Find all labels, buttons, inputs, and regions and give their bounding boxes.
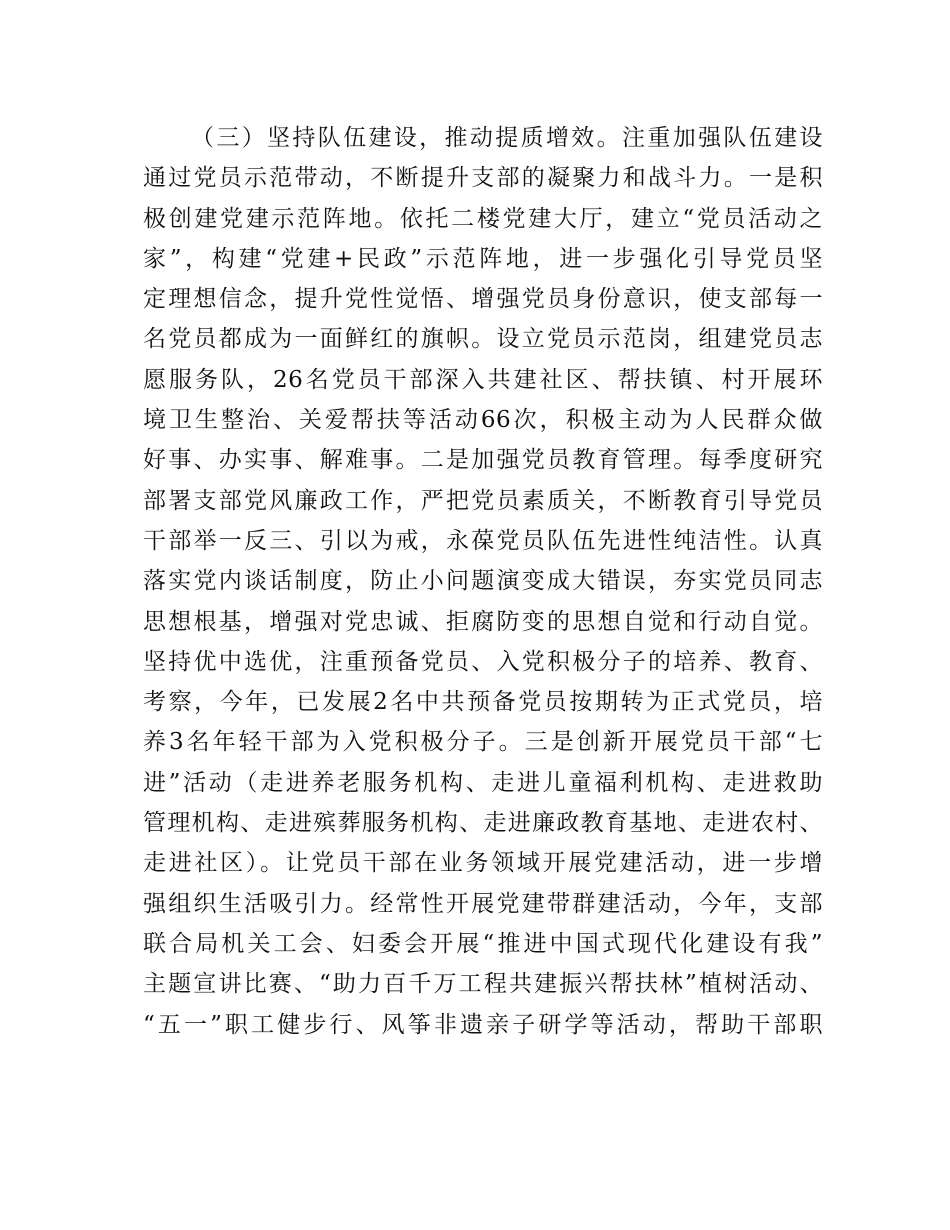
paragraph-line: 落实党内谈话制度，防止小问题演变成大错误，夯实党员同志 — [143, 568, 823, 595]
paragraph-line: 极创建党建示范阵地。依托二楼党建大厅，建立“党员活动之 — [143, 205, 823, 232]
paragraph-line: 思想根基，增强对党忠诚、拒腐防变的思想自觉和行动自觉。 — [143, 608, 823, 635]
paragraph-line: 考察，今年，已发展2名中共预备党员按期转为正式党员，培 — [143, 689, 823, 716]
paragraph-line: （三）坚持队伍建设，推动提质增效。注重加强队伍建设 — [191, 125, 823, 151]
paragraph-line: 坚持优中选优，注重预备党员、入党积极分子的培养、教育、 — [143, 648, 823, 675]
paragraph-line: 强组织生活吸引力。经常性开展党建带群建活动，今年，支部 — [143, 890, 823, 917]
paragraph-line: 联合局机关工会、妇委会开展“推进中国式现代化建设有我” — [143, 930, 823, 957]
paragraph-line: 通过党员示范带动，不断提升支部的凝聚力和战斗力。一是积 — [143, 165, 823, 192]
paragraph-line: 愿服务队，26名党员干部深入共建社区、帮扶镇、村开展环 — [143, 366, 823, 393]
paragraph-line: “五一”职工健步行、风筝非遗亲子研学等活动，帮助干部职 — [143, 1011, 823, 1038]
paragraph-line: 进”活动（走进养老服务机构、走进儿童福利机构、走进救助 — [143, 769, 823, 796]
paragraph-line: 定理想信念，提升党性觉悟、增强党员身份意识，使支部每一 — [143, 286, 823, 313]
paragraph-line: 主题宣讲比赛、“助力百千万工程共建振兴帮扶林”植树活动、 — [143, 971, 823, 998]
paragraph-line: 走进社区）。让党员干部在业务领域开展党建活动，进一步增 — [143, 850, 823, 877]
paragraph-line: 家”，构建“党建+民政”示范阵地，进一步强化引导党员坚 — [143, 245, 823, 272]
body-text — [143, 118, 823, 1045]
paragraph-line: 好事、办实事、解难事。二是加强党员教育管理。每季度研究 — [143, 447, 823, 474]
paragraph-line: 部署支部党风廉政工作，严把党员素质关，不断教育引导党员 — [143, 487, 823, 514]
paragraph-line: 管理机构、走进殡葬服务机构、走进廉政教育基地、走进农村、 — [143, 810, 823, 837]
paragraph-line: 名党员都成为一面鲜红的旗帜。设立党员示范岗，组建党员志 — [143, 326, 823, 353]
paragraph-line: 境卫生整治、关爱帮扶等活动66次，积极主动为人民群众做 — [143, 407, 823, 434]
paragraph-line: 养3名年轻干部为入党积极分子。三是创新开展党员干部“七 — [143, 729, 823, 756]
paragraph-line: 干部举一反三、引以为戒，永葆党员队伍先进性纯洁性。认真 — [143, 527, 823, 554]
